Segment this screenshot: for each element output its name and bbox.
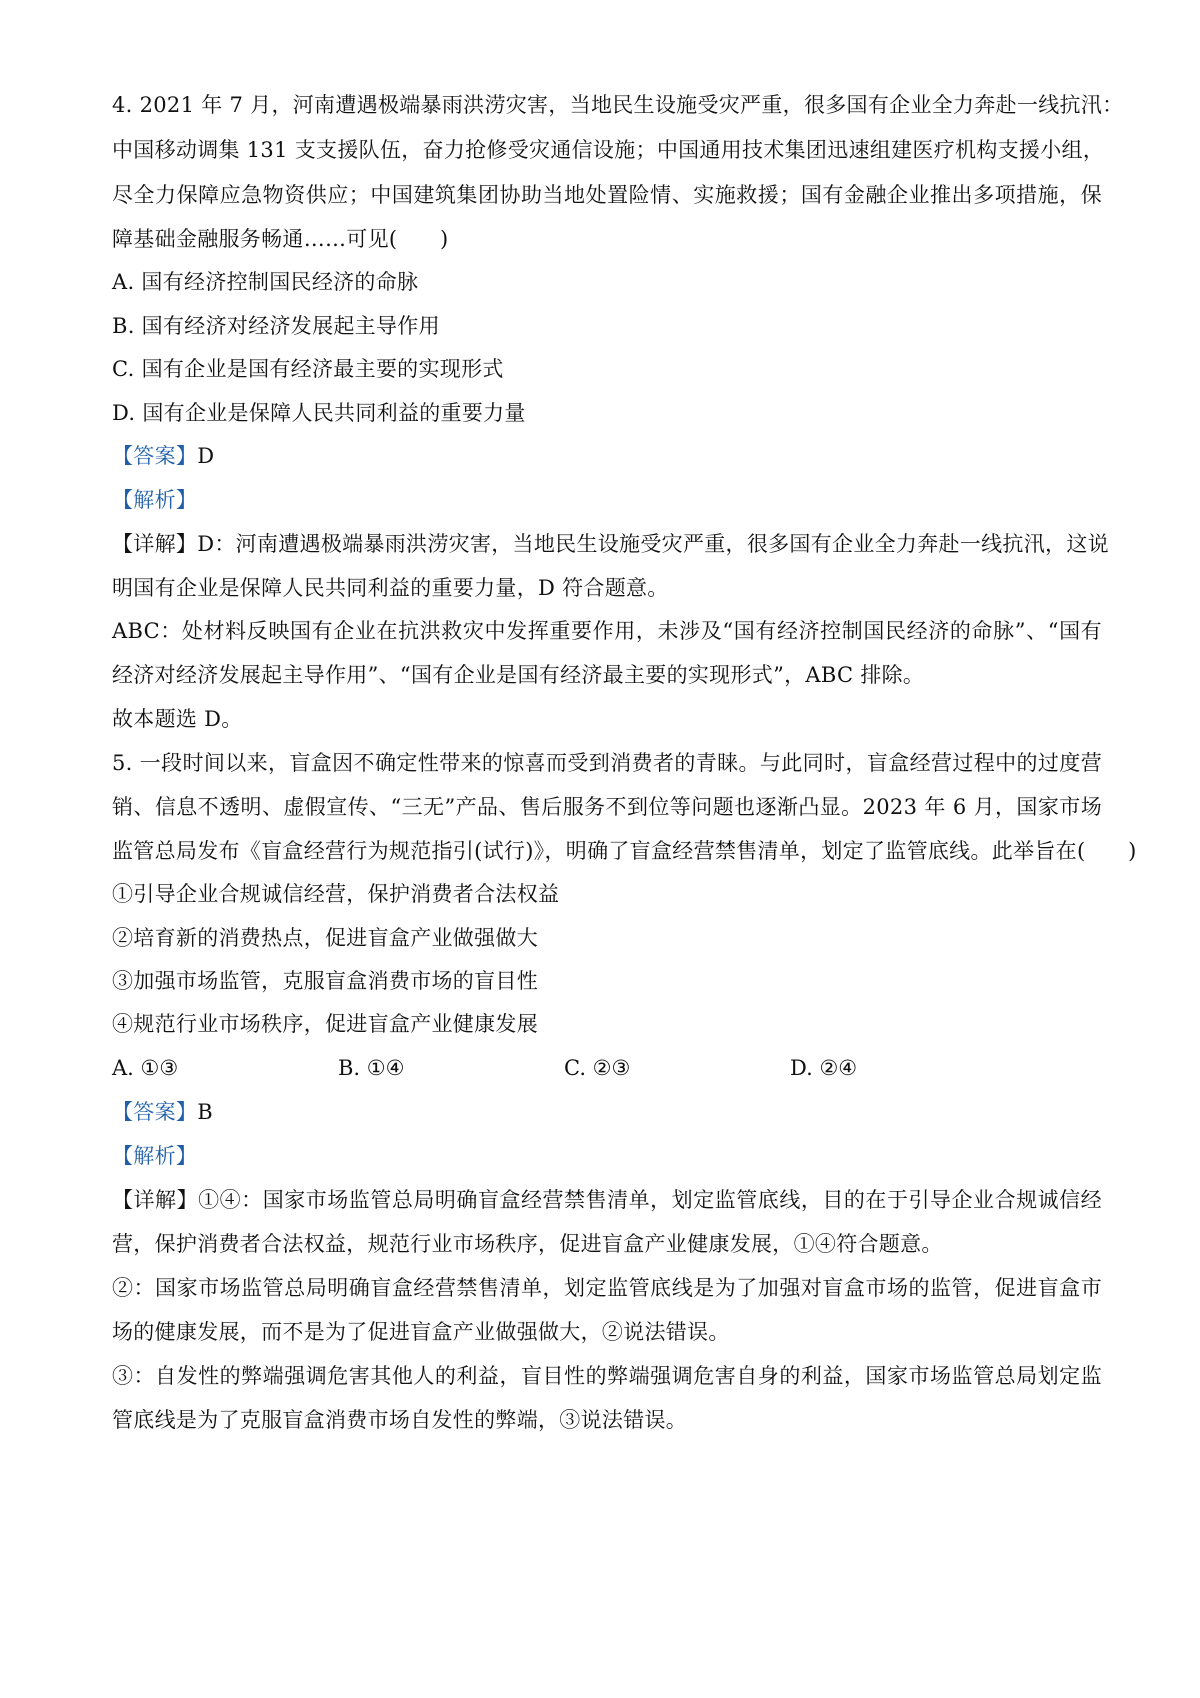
- q4-stem-line: 尽全力保障应急物资供应；中国建筑集团协助当地处置险情、实施救援；国有金融企业推出多项措施，保: [112, 183, 1102, 207]
- q4-explanation-line: 明国有企业是保障人民共同利益的重要力量，D 符合题意。: [112, 576, 669, 600]
- analysis-tag: 【解析】: [112, 1144, 198, 1168]
- q4-option-d: D. 国有企业是保障人民共同利益的重要力量: [112, 401, 526, 425]
- q5-statement-3: ③加强市场监管，克服盲盒消费市场的盲目性: [112, 969, 538, 993]
- answer-tag: 【答案】: [112, 1100, 198, 1124]
- q5-analysis-heading: [112, 1141, 1102, 1171]
- q5-stem-line: 销、信息不透明、虚假宣传、“三无”产品、售后服务不到位等问题也逐渐凸显。2023 年 6 月，国家市场: [112, 795, 1102, 819]
- q5-explanation-text: ①④：国家市场监管总局明确盲盒经营禁售清单，划定监管底线，目的在于引导企业合规诚信经: [198, 1188, 1102, 1212]
- q4-option-a: A. 国有经济控制国民经济的命脉: [112, 270, 419, 294]
- q4-explanation-line: [112, 529, 1109, 559]
- q4-option-c: C. 国有企业是国有经济最主要的实现形式: [112, 357, 504, 381]
- q5-statement-1: ①引导企业合规诚信经营，保护消费者合法权益: [112, 882, 560, 906]
- q5-explanation-line: [112, 1185, 1102, 1215]
- answer-tag: 【答案】: [112, 444, 198, 468]
- q4-answer: [112, 441, 1102, 471]
- analysis-tag: 【解析】: [112, 488, 198, 512]
- q5-answer: [112, 1097, 1102, 1127]
- q5-choice-d: D. ②④: [790, 1056, 858, 1080]
- q5-explanation-line: ③：自发性的弊端强调危害其他人的利益，盲目性的弊端强调危害自身的利益，国家市场监管总局划定监: [112, 1364, 1102, 1388]
- q4-explanation-line: 经济对经济发展起主导作用”、“国有企业是国有经济最主要的实现形式”，ABC 排除。: [112, 663, 925, 687]
- answer-value: B: [197, 1100, 213, 1124]
- q5-choice-b: B. ①④: [338, 1056, 405, 1080]
- q5-choice-a: A. ①③: [112, 1056, 179, 1080]
- q4-option-b: B. 国有经济对经济发展起主导作用: [112, 314, 440, 338]
- q5-explanation-line: 营，保护消费者合法权益，规范行业市场秩序，促进盲盒产业健康发展，①④符合题意。: [112, 1232, 943, 1256]
- q5-explanation-line: 场的健康发展，而不是为了促进盲盒产业做强做大，②说法错误。: [112, 1320, 730, 1344]
- q4-stem-line: 4. 2021 年 7 月，河南遭遇极端暴雨洪涝灾害，当地民生设施受灾严重，很多国有企业全力奔赴一线抗汛：: [112, 93, 1124, 117]
- q5-statement-2: ②培育新的消费热点，促进盲盒产业做强做大: [112, 926, 538, 950]
- detail-tag: 【详解】: [112, 1188, 199, 1212]
- q5-statement-4: ④规范行业市场秩序，促进盲盒产业健康发展: [112, 1012, 538, 1036]
- q4-stem-line: 中国移动调集 131 支支援队伍，奋力抢修受灾通信设施；中国通用技术集团迅速组建医疗机构支援小组，: [112, 138, 1105, 162]
- q4-stem-line: 障基础金融服务畅通……可见( ): [112, 227, 449, 251]
- q4-explanation-text: D：河南遭遇极端暴雨洪涝灾害，当地民生设施受灾严重，很多国有企业全力奔赴一线抗汛，这说: [197, 532, 1109, 556]
- q4-explanation-line: 故本题选 D。: [112, 707, 243, 731]
- answer-value: D: [197, 444, 215, 468]
- q5-choice-c: C. ②③: [564, 1056, 631, 1080]
- q4-explanation-line: ABC：处材料反映国有企业在抗洪救灾中发挥重要作用，未涉及“国有经济控制国民经济的命脉”、“国有: [112, 619, 1102, 643]
- q5-stem-line: 监管总局发布《盲盒经营行为规范指引(试行)》，明确了盲盒经营禁售清单，划定了监管底线。此举旨在( ): [112, 839, 1137, 863]
- q5-explanation-line: 管底线是为了克服盲盒消费市场自发性的弊端，③说法错误。: [112, 1408, 688, 1432]
- q5-stem-line: 5. 一段时间以来，盲盒因不确定性带来的惊喜而受到消费者的青睐。与此同时，盲盒经营过程中的过度营: [112, 751, 1102, 775]
- q5-choices: [112, 1053, 1102, 1083]
- q4-analysis-heading: [112, 485, 1102, 515]
- q5-explanation-line: ②：国家市场监管总局明确盲盒经营禁售清单，划定监管底线是为了加强对盲盒市场的监管，促进盲盒市: [112, 1276, 1102, 1300]
- detail-tag: 【详解】: [112, 532, 198, 556]
